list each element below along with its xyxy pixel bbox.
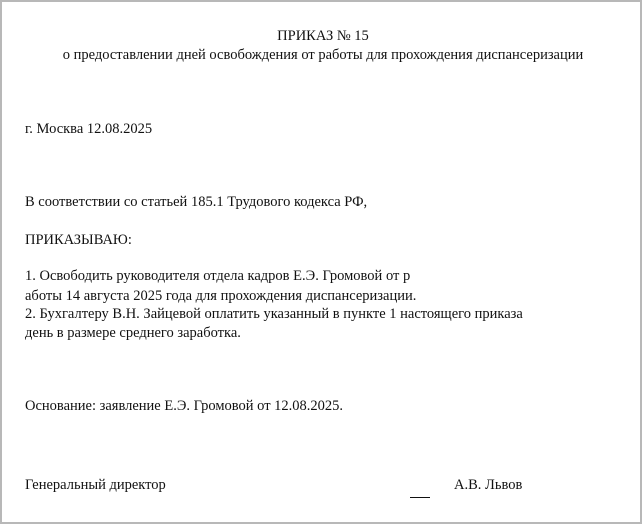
signer-name: А.В. Львов	[454, 477, 523, 493]
order-heading: ПРИКАЗЫВАЮ:	[25, 232, 132, 248]
place-and-date: г. Москва 12.08.2025	[25, 121, 153, 137]
order-item-line: день в размере среднего заработка.	[25, 325, 241, 341]
order-item-line: аботы 14 августа 2025 года для прохождения диспансеризации.	[25, 288, 417, 304]
signer-position: Генеральный директор	[25, 477, 166, 493]
order-item-line: 2. Бухгалтеру В.Н. Зайцевой оплатить указанный в пункте 1 настоящего приказа	[25, 306, 523, 322]
order-item-line: 1. Освободить руководителя отдела кадров Е.Э. Громовой от р	[25, 268, 411, 284]
order-subtitle: о предоставлении дней освобождения от работы для прохождения диспансеризации	[62, 47, 584, 63]
order-title: ПРИКАЗ № 15	[277, 28, 369, 44]
legal-basis-intro: В соответствии со статьей 185.1 Трудового кодекса РФ,	[25, 194, 368, 210]
foundation-text: Основание: заявление Е.Э. Громовой от 12.08.2025.	[25, 398, 344, 414]
signature-line	[410, 497, 430, 498]
